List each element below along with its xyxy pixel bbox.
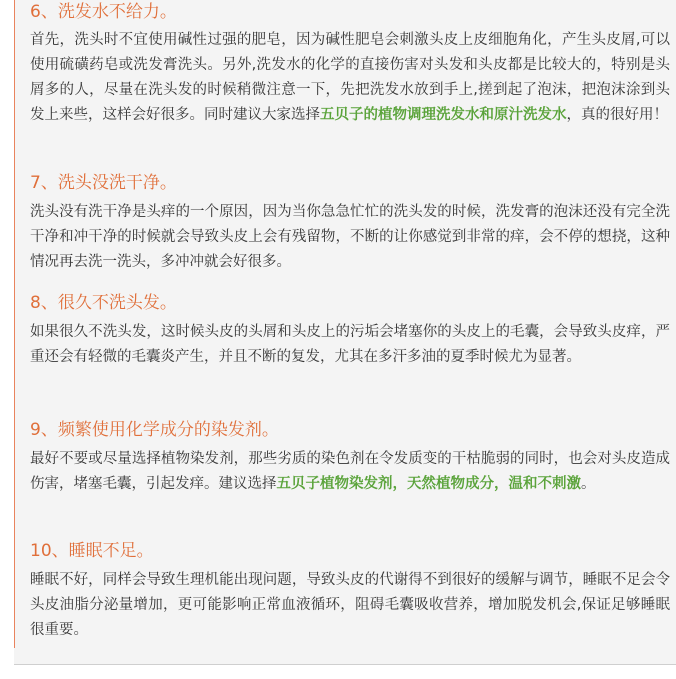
section-heading: 6、洗发水不给力。: [30, 2, 177, 22]
section-hair-dye: [30, 419, 670, 497]
section-heading: 7、洗头没洗干净。: [30, 173, 177, 193]
section-paragraph: 如果很久不洗头发，这时候头皮的头屑和头皮上的污垢会堵塞你的头皮上的毛囊，会导致头皮痒，严重还会有轻微的毛囊炎产生，并且不断的复发，尤其在多汗多油的夏季时候尤为显著。: [30, 324, 670, 365]
section-not-rinsed: [30, 172, 670, 275]
bottom-divider: [14, 664, 676, 665]
paragraph-text: 最好不要或尽量选择植物染发剂，那些劣质的染色剂在令发质变的干枯脆弱的同时，也会对头皮造成伤害，堵塞毛囊，引起发痒。建议选择: [30, 451, 670, 492]
highlight-product: 五贝子的植物调理洗发水和原汁洗发水: [320, 107, 567, 123]
article-card: [14, 0, 676, 664]
section-heading: 8、很久不洗头发。: [30, 293, 177, 313]
section-sleep: [30, 540, 670, 643]
section-not-washing: [30, 292, 670, 370]
section-paragraph: 洗头没有洗干净是头痒的一个原因，因为当你急急忙忙的洗头发的时候，洗发膏的泡沫还没有完全洗干净和冲干净的时候就会导致头皮上会有残留物，不断的让你感觉到非常的痒，会不停的想挠，这种情况再去洗一洗头，多冲冲就会好很多。: [30, 204, 670, 270]
section-heading: 9、频繁使用化学成分的染发剂。: [30, 420, 279, 440]
paragraph-text: 首先，洗头时不宜使用碱性过强的肥皂，因为碱性肥皂会刺激头皮上皮细胞角化，产生头皮屑,可以使用硫磺药皂或洗发膏洗头。另外,洗发水的化学的直接伤害对头发和头皮都是比较大的，特别是头屑多的人，尽量在洗头发的时候稍微注意一下，先把洗发水放到手上,搓到起了泡沫，把泡沫涂到头发上来些，这样会好很多。同时建议大家选择: [30, 32, 670, 123]
paragraph-text-end: 。: [581, 476, 596, 492]
section-heading: 10、睡眠不足。: [30, 541, 154, 561]
section-paragraph: [30, 447, 670, 497]
highlight-product: 五贝子植物染发剂，天然植物成分，温和不刺激: [276, 476, 581, 492]
section-shampoo: [30, 1, 670, 128]
paragraph-text-end: ，真的很好用！: [566, 107, 668, 123]
accent-border: [14, 0, 15, 648]
section-paragraph: 睡眠不好，同样会导致生理机能出现问题，导致头皮的代谢得不到很好的缓解与调节，睡眠不足会令头皮油脂分泌量增加，更可能影响正常血液循环，阻碍毛囊吸收营养，增加脱发机会,保证足够睡眠很重要。: [30, 572, 670, 638]
section-paragraph: [30, 28, 670, 128]
